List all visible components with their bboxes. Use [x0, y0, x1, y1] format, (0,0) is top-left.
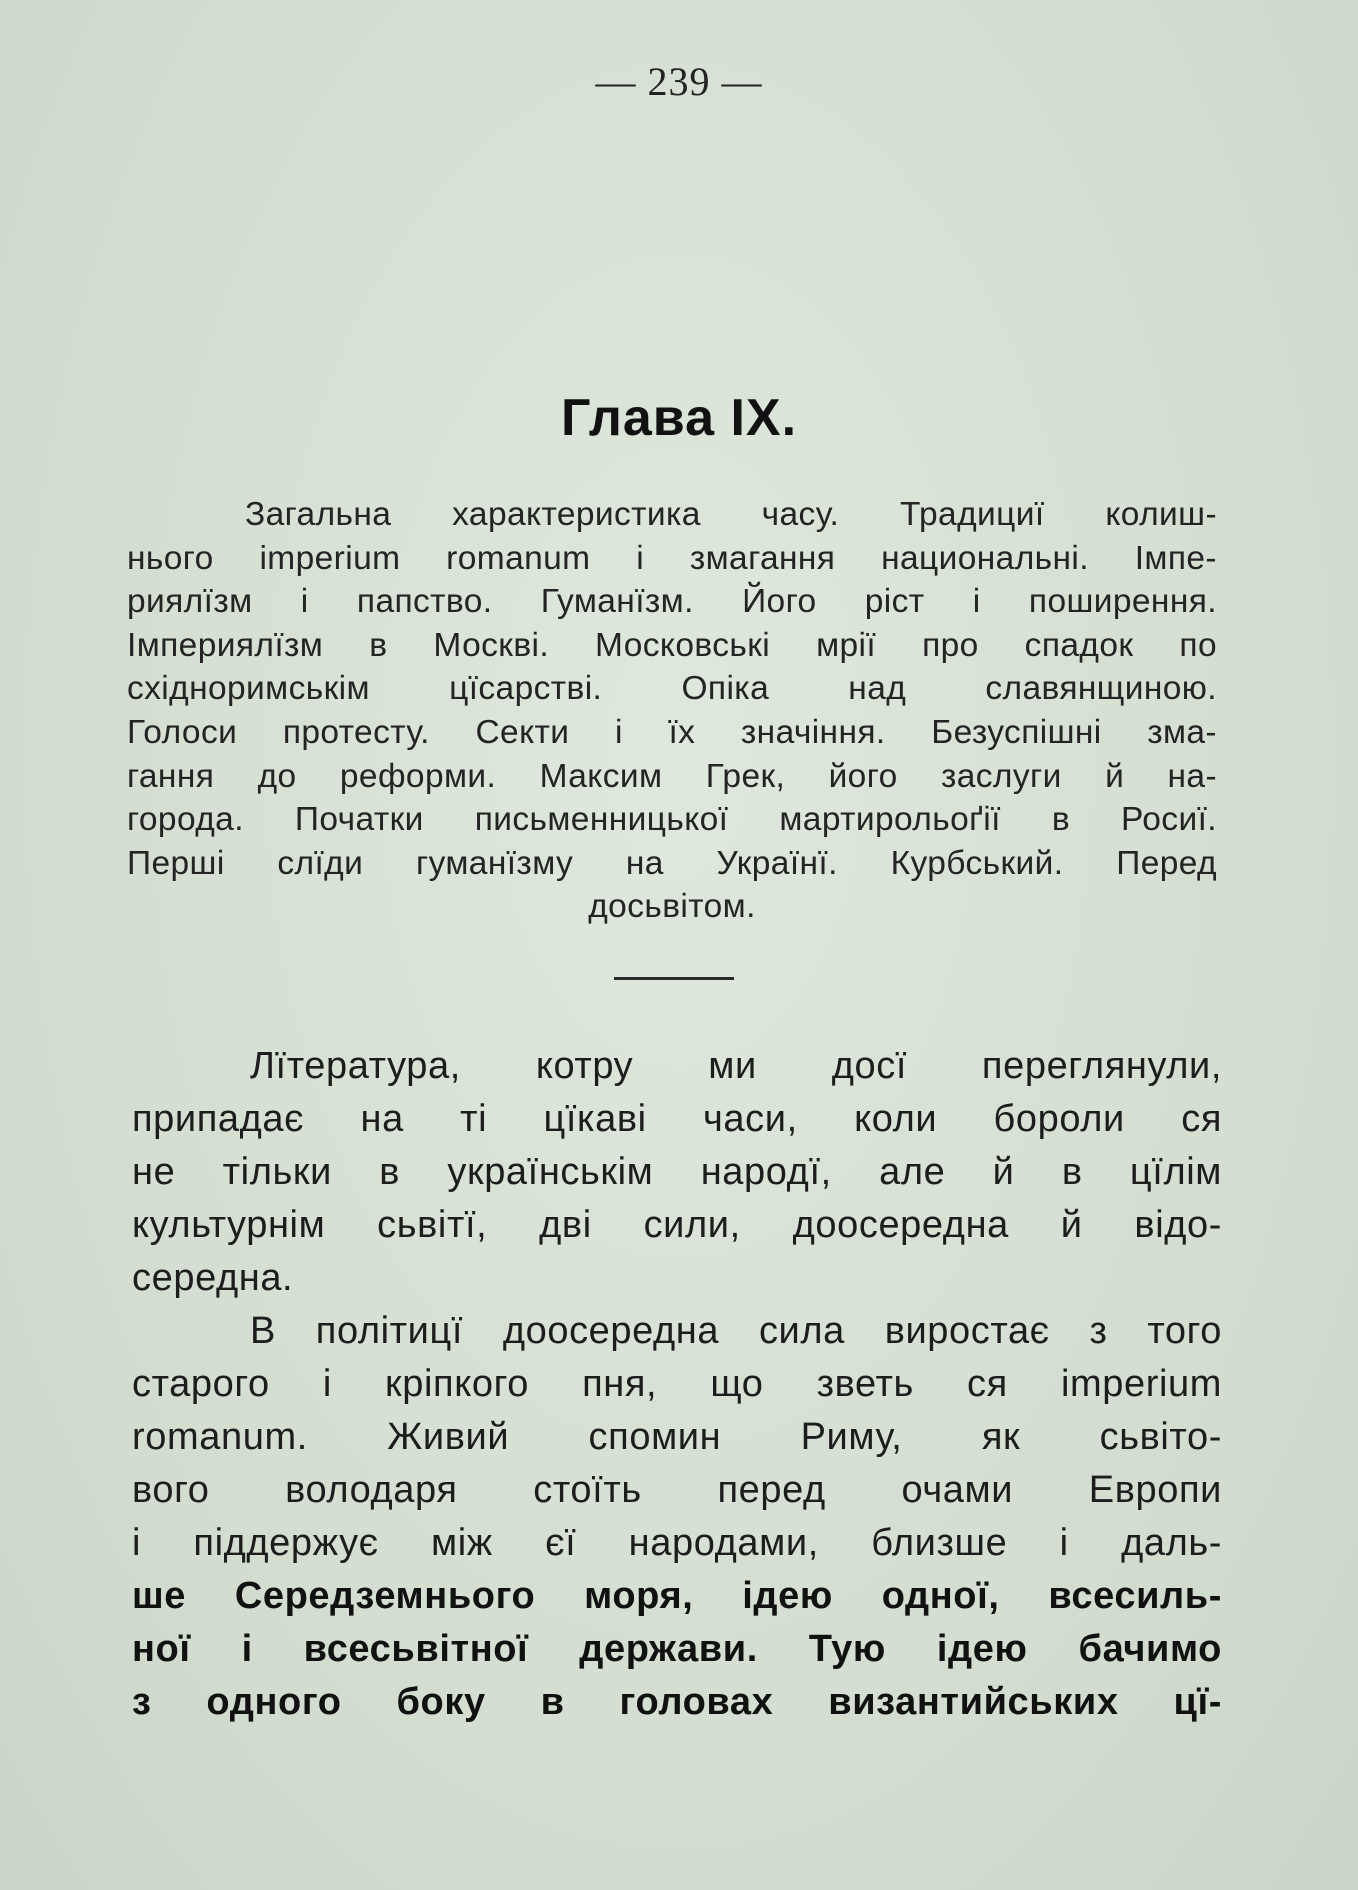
summary-line: Перші слїди гуманїзму на Українї. Курбський. Перед — [127, 844, 1217, 882]
summary-line: Голоси протесту. Секти і їх значіння. Безуспішні зма- — [127, 713, 1217, 751]
body-line: припадає на ті цїкаві часи, коли бороли ся — [132, 1098, 1222, 1140]
body-line: середна. — [132, 1257, 294, 1299]
chapter-title: Глава IX. — [560, 389, 798, 447]
body-line: ше Середземнього моря, ідею одної, всесиль- — [132, 1575, 1222, 1617]
body-line: не тільки в українськім народї, але й в цїлім — [132, 1151, 1222, 1193]
body-line: Лїтература, котру ми досї переглянули, — [250, 1045, 1222, 1087]
summary-line: риялїзм і папство. Гуманїзм. Його ріст і поширення. — [127, 583, 1217, 621]
summary-line: города. Початки письменницької мартирольоґії в Росиї. — [127, 801, 1217, 839]
summary-line: Імпериялїзм в Москві. Московські мрії про спадок по — [127, 626, 1217, 664]
body-line: з одного боку в головах византийських цї- — [132, 1681, 1222, 1723]
summary-line: досьвітом. — [588, 888, 756, 926]
page-number: — 239 — — [595, 59, 763, 104]
summary-line: нього imperium romanum і змагання национальні. Імпе- — [127, 539, 1217, 577]
body-line: вого володаря стоїть перед очами Европи — [132, 1469, 1222, 1511]
body-line: і піддержує між єї народами, близше і даль- — [132, 1522, 1222, 1564]
body-line: культурнім сьвітї, дві сили, доосередна й відо- — [132, 1204, 1222, 1246]
section-divider — [614, 977, 734, 980]
summary-line: гання до реформи. Максим Грек, його заслуги й на- — [127, 757, 1217, 795]
body-line: В політицї доосередна сила виростає з того — [250, 1310, 1222, 1352]
summary-line: східноримськім цїсарстві. Опіка над славянщиною. — [127, 670, 1217, 708]
summary-line: Загальна характеристика часу. Традициї колиш- — [245, 496, 1217, 533]
chapter-summary — [127, 493, 1217, 929]
body-text — [132, 1040, 1222, 1729]
body-line: ної і всесьвітної держави. Тую ідею бачимо — [132, 1628, 1222, 1670]
body-line: romanum. Живий спомин Риму, як сьвіто- — [132, 1416, 1222, 1458]
body-line: старого і кріпкого пня, що зветь ся imperium — [132, 1363, 1222, 1405]
